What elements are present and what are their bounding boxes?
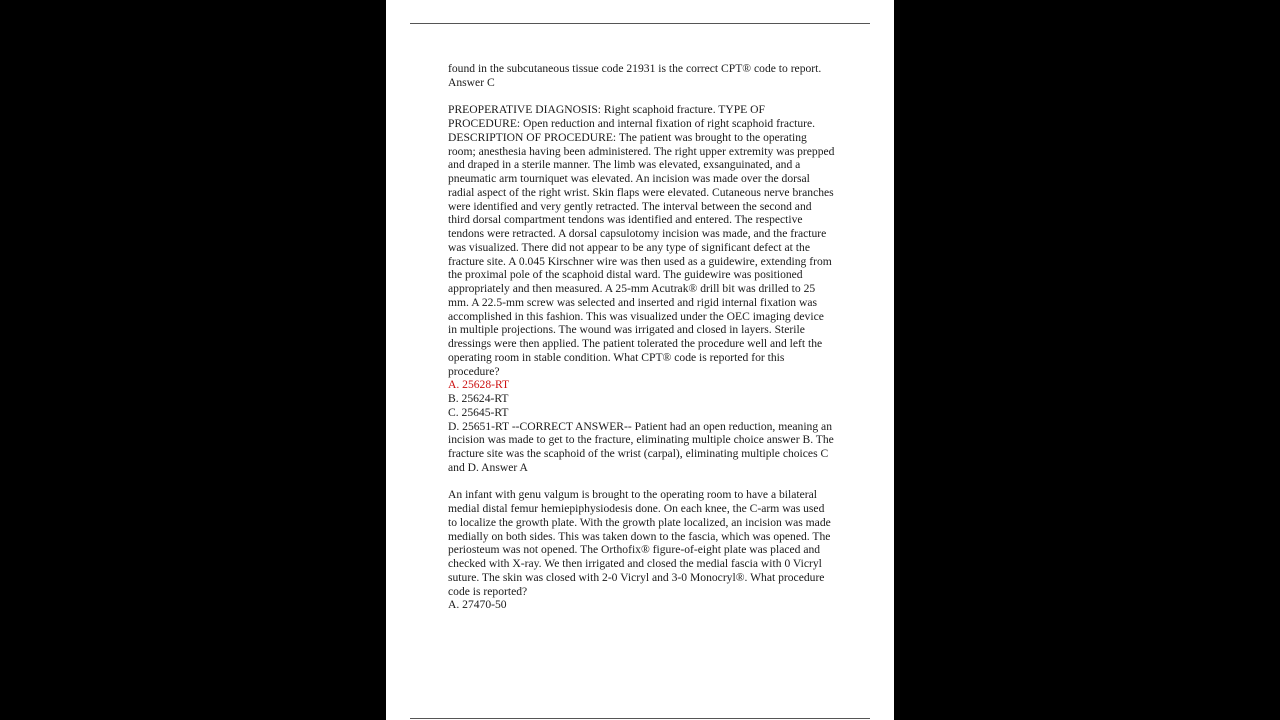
question-scaphoid-option-c: C. 25645-RT	[448, 405, 509, 419]
question-scaphoid-option-a: A. 25628-RT	[448, 378, 510, 392]
page-content	[448, 62, 850, 612]
document-page	[386, 0, 894, 720]
question-genu-valgum-option-a: A. 27470-50	[448, 598, 507, 612]
previous-answer-text: found in the subcutaneous tissue code 21931 is the correct CPT® code to report. Answer C	[448, 62, 822, 89]
page-bottom-rule	[410, 718, 870, 719]
paragraph-gap	[448, 90, 850, 104]
question-scaphoid-text: PREOPERATIVE DIAGNOSIS: Right scaphoid fracture. TYPE OF PROCEDURE: Open reduction and internal fixation of right scaphoid fracture. DESCRIPTION OF PROCEDURE: The patient was brought to the operating room; anesthesia having been administered. The right upper extremity was prepped and draped in a sterile manner. The limb was elevated, exsanguinated, and a pneumatic arm tourniquet was elevated. An incision was made over the dorsal radial aspect of the right wrist. Skin flaps were elevated. Cutaneous nerve branches were identified and very gently retracted. The interval between the second and third dorsal compartment tendons was identified and entered. The respective tendons were retracted. A dorsal capsulotomy incision was made, and the fracture was visualized. There did not appear to be any type of significant defect at the fracture site. A 0.045 Kirschner wire was then used as a guidewire, extending from the proximal pole of the scaphoid distal ward. The guidewire was positioned appropriately and then measured. A 25-mm Acutrak® drill bit was drilled to 25 mm. A 22.5-mm screw was selected and inserted and rigid internal fixation was accomplished in this fashion. This was visualized under the OEC imaging device in multiple projections. The wound was irrigated and closed in layers. Sterile dressings were then applied. The patient tolerated the procedure well and left the operating room in stable condition. What CPT® code is reported for this procedure?	[448, 103, 835, 378]
paragraph-gap	[448, 475, 850, 489]
question-scaphoid-option-d-explanation: D. 25651-RT --CORRECT ANSWER-- Patient had an open reduction, meaning an incision was made to get to the fracture, eliminating multiple choice answer B. The fracture site was the scaphoid of the wrist (carpal), eliminating multiple choices C and D. Answer A	[448, 419, 834, 474]
question-scaphoid-option-b: B. 25624-RT	[448, 392, 509, 405]
page-top-rule	[410, 23, 870, 24]
question-genu-valgum-text: An infant with genu valgum is brought to the operating room to have a bilateral medial distal femur hemiepiphysiodesis done. On each knee, the C-arm was used to localize the growth plate. With the growth plate localized, an incision was made medially on both sides. This was taken down to the fascia, which was opened. The periosteum was not opened. The Orthofix® figure-of-eight plate was placed and checked with X-ray. We then irrigated and closed the medial fascia with 0 Vicryl suture. The skin was closed with 2-0 Vicryl and 3-0 Monocryl®. What procedure code is reported?	[448, 488, 831, 598]
